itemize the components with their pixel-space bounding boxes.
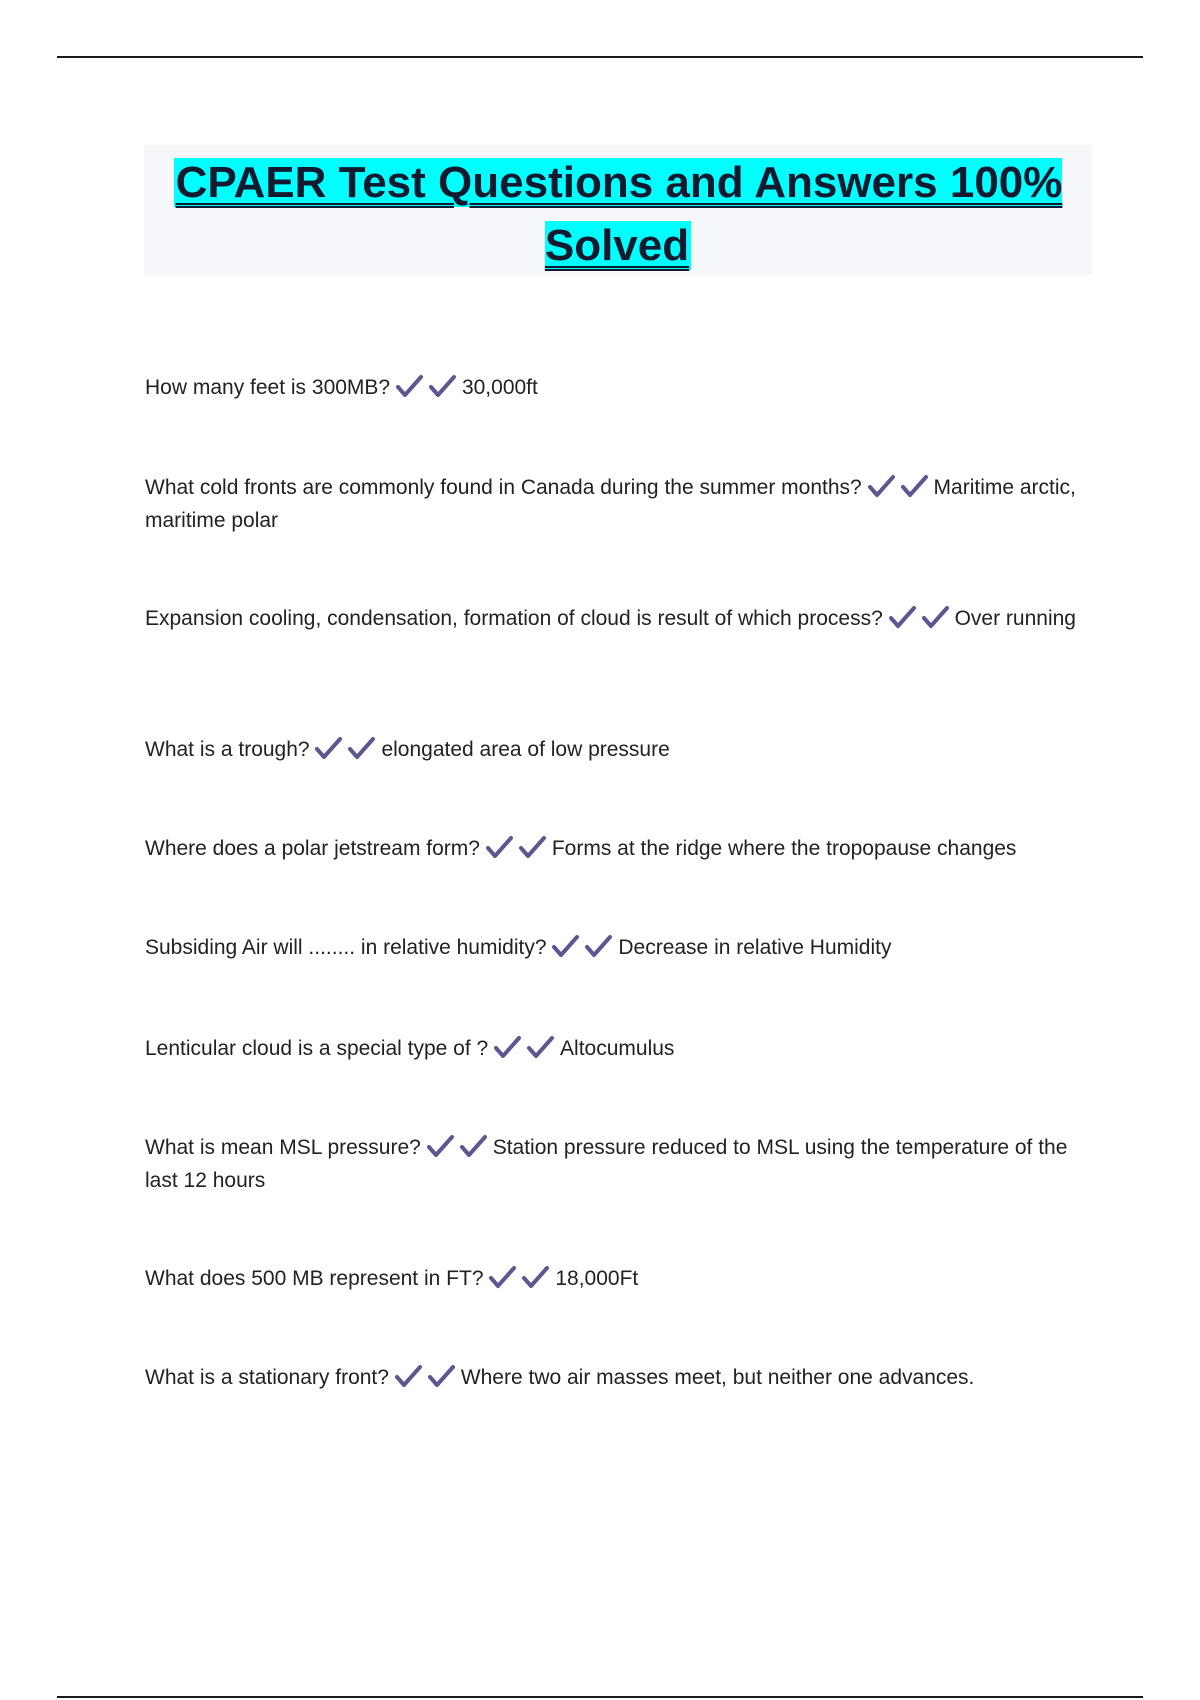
check-icon: [348, 736, 376, 760]
check-icon: [901, 474, 929, 498]
qa-item: [145, 832, 1080, 865]
qa-item: [145, 471, 1080, 537]
qa-item: [145, 602, 1080, 635]
page-title-text: CPAER Test Questions and Answers 100% Solved: [175, 158, 1063, 270]
question-text: Lenticular cloud is a special type of ?: [145, 1037, 489, 1060]
answer-text: Altocumulus: [560, 1037, 675, 1060]
qa-item: [145, 1361, 1080, 1394]
check-icon: [527, 1035, 555, 1059]
check-icon: [315, 736, 343, 760]
check-icon: [519, 835, 547, 859]
question-text: What is mean MSL pressure?: [145, 1136, 421, 1159]
answer-text: Decrease in relative Humidity: [618, 936, 892, 959]
title-box: [144, 145, 1092, 275]
qa-item: [145, 733, 1080, 766]
check-icon: [427, 1134, 455, 1158]
check-icon: [428, 1364, 456, 1388]
check-icon: [868, 474, 896, 498]
answer-text: 30,000ft: [461, 376, 538, 399]
answer-text: 18,000Ft: [555, 1267, 639, 1290]
question-text: How many feet is 300MB?: [145, 376, 391, 399]
question-text: What does 500 MB represent in FT?: [145, 1267, 484, 1290]
question-text: Subsiding Air will ........ in relative humidity?: [145, 936, 547, 959]
check-icon: [494, 1035, 522, 1059]
bottom-rule: [57, 1696, 1143, 1698]
question-text: What cold fronts are commonly found in Canada during the summer months?: [145, 476, 862, 499]
check-icon: [552, 934, 580, 958]
qa-item: [145, 931, 1080, 964]
qa-item: [145, 1032, 1080, 1065]
answer-text: elongated area of low pressure: [381, 738, 670, 761]
answer-text: Station pressure reduced to MSL using the temperature of the last 12 hours: [145, 1136, 1068, 1192]
answer-text: Forms at the ridge where the tropopause changes: [551, 837, 1017, 860]
question-text: Where does a polar jetstream form?: [145, 837, 480, 860]
answer-text: Over running: [954, 607, 1076, 630]
top-rule: [57, 56, 1143, 58]
check-icon: [486, 835, 514, 859]
check-icon: [429, 374, 457, 398]
check-icon: [922, 605, 950, 629]
question-text: What is a trough?: [145, 738, 310, 761]
check-icon: [489, 1265, 517, 1289]
qa-item: [145, 1131, 1080, 1197]
qa-item: [145, 1262, 1080, 1295]
question-text: What is a stationary front?: [145, 1366, 389, 1389]
check-icon: [395, 1364, 423, 1388]
check-icon: [396, 374, 424, 398]
answer-text: Where two air masses meet, but neither one advances.: [460, 1366, 975, 1389]
check-icon: [522, 1265, 550, 1289]
answer-text: Maritime arctic, maritime polar: [145, 476, 1076, 532]
check-icon: [889, 605, 917, 629]
page-title: [144, 145, 1092, 277]
check-icon: [460, 1134, 488, 1158]
question-text: Expansion cooling, condensation, formation of cloud is result of which process?: [145, 607, 883, 630]
check-icon: [585, 934, 613, 958]
qa-item: [145, 371, 1080, 404]
